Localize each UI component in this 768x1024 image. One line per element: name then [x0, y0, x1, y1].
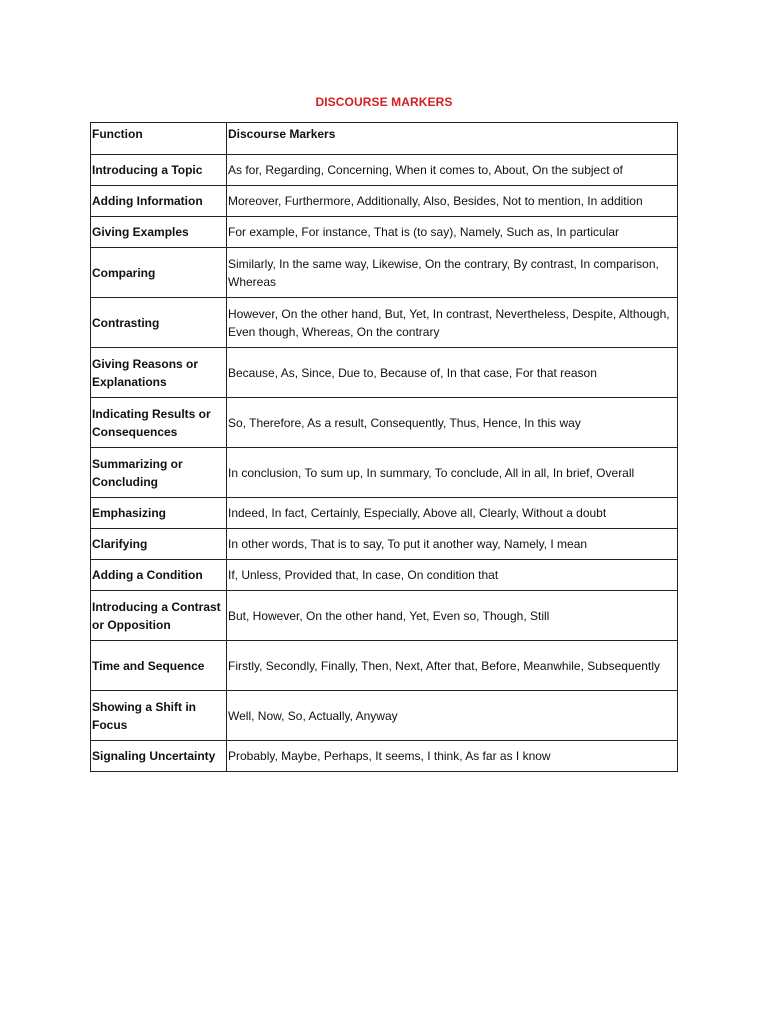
- function-cell: Adding Information: [91, 186, 227, 217]
- table-row: [91, 348, 678, 398]
- markers-cell: So, Therefore, As a result, Consequently, Thus, Hence, In this way: [227, 398, 678, 448]
- column-header-markers: Discourse Markers: [227, 123, 678, 155]
- markers-cell: Indeed, In fact, Certainly, Especially, Above all, Clearly, Without a doubt: [227, 498, 678, 529]
- function-cell: Giving Reasons or Explanations: [91, 348, 227, 398]
- function-cell: Emphasizing: [91, 498, 227, 529]
- table-row: [91, 560, 678, 591]
- table-row: [91, 741, 678, 772]
- markers-cell: In conclusion, To sum up, In summary, To conclude, All in all, In brief, Overall: [227, 448, 678, 498]
- table-row: [91, 398, 678, 448]
- table-row: [91, 641, 678, 691]
- function-cell: Adding a Condition: [91, 560, 227, 591]
- markers-cell: Similarly, In the same way, Likewise, On the contrary, By contrast, In comparison, Whereas: [227, 248, 678, 298]
- function-cell: Introducing a Contrast or Opposition: [91, 591, 227, 641]
- markers-cell: For example, For instance, That is (to say), Namely, Such as, In particular: [227, 217, 678, 248]
- table-row: [91, 217, 678, 248]
- table-row: [91, 298, 678, 348]
- table-row: [91, 591, 678, 641]
- markers-cell: Moreover, Furthermore, Additionally, Also, Besides, Not to mention, In addition: [227, 186, 678, 217]
- function-cell: Signaling Uncertainty: [91, 741, 227, 772]
- function-cell: Summarizing or Concluding: [91, 448, 227, 498]
- function-cell: Showing a Shift in Focus: [91, 691, 227, 741]
- table-header-row: [91, 123, 678, 155]
- function-cell: Contrasting: [91, 298, 227, 348]
- markers-cell: Because, As, Since, Due to, Because of, In that case, For that reason: [227, 348, 678, 398]
- markers-cell: If, Unless, Provided that, In case, On condition that: [227, 560, 678, 591]
- function-cell: Giving Examples: [91, 217, 227, 248]
- table-row: [91, 248, 678, 298]
- markers-cell: In other words, That is to say, To put it another way, Namely, I mean: [227, 529, 678, 560]
- markers-cell: Well, Now, So, Actually, Anyway: [227, 691, 678, 741]
- table-row: [91, 186, 678, 217]
- function-cell: Time and Sequence: [91, 641, 227, 691]
- markers-cell: But, However, On the other hand, Yet, Even so, Though, Still: [227, 591, 678, 641]
- function-cell: Comparing: [91, 248, 227, 298]
- markers-cell: However, On the other hand, But, Yet, In contrast, Nevertheless, Despite, Although, Even though, Whereas, On the contrary: [227, 298, 678, 348]
- markers-cell: Firstly, Secondly, Finally, Then, Next, After that, Before, Meanwhile, Subsequently: [227, 641, 678, 691]
- function-cell: Clarifying: [91, 529, 227, 560]
- function-cell: Introducing a Topic: [91, 155, 227, 186]
- markers-cell: As for, Regarding, Concerning, When it comes to, About, On the subject of: [227, 155, 678, 186]
- column-header-function: Function: [91, 123, 227, 155]
- page-title: DISCOURSE MARKERS: [315, 95, 453, 109]
- table-row: [91, 691, 678, 741]
- table-row: [91, 529, 678, 560]
- discourse-markers-table: [90, 122, 678, 772]
- table-row: [91, 448, 678, 498]
- table-row: [91, 498, 678, 529]
- markers-cell: Probably, Maybe, Perhaps, It seems, I think, As far as I know: [227, 741, 678, 772]
- function-cell: Indicating Results or Consequences: [91, 398, 227, 448]
- table-row: [91, 155, 678, 186]
